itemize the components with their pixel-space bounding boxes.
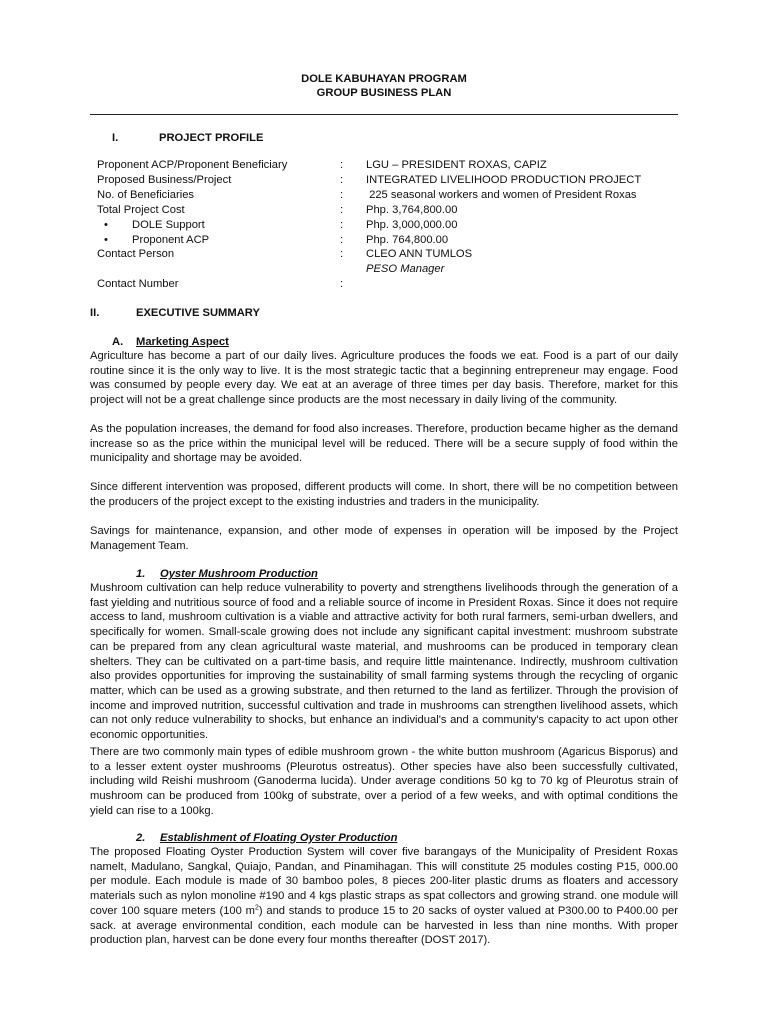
profile-row-business: [97, 174, 657, 189]
document-title-line1: DOLE KABUHAYAN PROGRAM: [301, 73, 467, 85]
profile-colon: :: [340, 174, 344, 186]
profile-colon: :: [340, 159, 344, 171]
profile-label: No. of Beneficiaries: [97, 189, 195, 201]
profile-row-proponent-acp: [97, 234, 657, 249]
section1-number: I.: [112, 132, 119, 144]
item2-title: Establishment of Floating Oyster Production: [160, 832, 398, 844]
profile-label: Contact Person: [97, 248, 175, 260]
marketing-paragraph-3: Since different intervention was proposed, different products will come. In short, there will be no competition between the producers of the project except to the existing industries and traders in the municipality.: [90, 481, 678, 508]
profile-value: Php. 3,000,000.00: [366, 219, 458, 231]
profile-colon: :: [340, 278, 344, 290]
superscript-2: 2: [254, 904, 259, 912]
profile-label: Proponent ACP/Proponent Beneficiary: [97, 159, 288, 171]
profile-row-total-cost: [97, 204, 657, 219]
profile-row-proponent: [97, 159, 657, 174]
section1-title: PROJECT PROFILE: [159, 132, 264, 144]
bullet-icon: •: [104, 234, 108, 246]
profile-row-dole-support: [97, 219, 657, 234]
profile-label: Contact Number: [97, 278, 179, 290]
title-divider: [90, 114, 678, 115]
item1-number: 1.: [136, 568, 146, 580]
item1-title: Oyster Mushroom Production: [160, 568, 318, 580]
profile-value: PESO Manager: [366, 263, 445, 275]
marketing-paragraph-2: As the population increases, the demand for food also increases. Therefore, production became higher as the demand increase so as the price within the municipal level will be reduced. There will be a secure supply of food within the municipality and shortage may be avoided.: [90, 423, 678, 465]
profile-value: Php. 3,764,800.00: [366, 204, 458, 216]
subsection-a-letter: A.: [112, 336, 124, 348]
profile-colon: :: [340, 204, 344, 216]
profile-row-contact-position: [97, 263, 657, 278]
marketing-paragraph-4: Savings for maintenance, expansion, and other mode of expenses in operation will be imposed by the Project Management Team.: [90, 525, 678, 552]
profile-colon: :: [340, 248, 344, 260]
subsection-a-title: Marketing Aspect: [136, 336, 229, 348]
profile-colon: :: [340, 234, 344, 246]
floating-oyster-text-part2: ) and stands to produce 15 to 20 sacks of oyster valued at P300.00 to P400.00 per sack. at average environmental condition, each module can be harvested in less than nine months. With proper production plan, harvest can be done every four months thereafter (DOST 2017).: [90, 904, 678, 947]
item2-number: 2.: [136, 832, 146, 844]
marketing-paragraph-1: Agriculture has become a part of our daily lives. Agriculture produces the foods we eat. Food is a part of our daily routine since it is the only way to live. It is the most strategic tactic that a beginning entrepreneur may engage. Food was consumed by people every day. We eat at an average of three times per day basis. Therefore, market for this project will not be a great challenge since products are the most necessary in daily living of the community.: [90, 350, 678, 407]
mushroom-paragraph-1: Mushroom cultivation can help reduce vulnerability to poverty and strengthens livelihoods through the generation of a fast yielding and nutritious source of food and a reliable source of income in President Roxas. Since it does not require access to land, mushroom cultivation is a viable and attractive activity for both rural farmers, semi-urban dwellers, and specifically for women. Small-scale growing does not include any significant capital investment: mushroom substrate can be prepared from any clean agricultural waste material, and mushrooms can be produced in temporary clean shelters. They can be cultivated on a part-time basis, and require little maintenance. Indirectly, mushroom cultivation also provides opportunities for improving the sustainability of small farming systems through the recycling of organic matter, which can be used as a growing substrate, and then returned to the land as fertilizer. Through the provision of income and improved nutrition, successful cultivation and trade in mushrooms can strengthen livelihood assets, which can not only reduce vulnerability to shocks, but enhance an individual's and a community's capacity to act upon other economic opportunities.: [90, 582, 678, 742]
profile-label: Total Project Cost: [97, 204, 185, 216]
profile-colon: :: [340, 189, 344, 201]
floating-oyster-text-part1: The proposed Floating Oyster Production System will cover five barangays of the Municipality of President Roxas namelt, Madulano, Sangkal, Quiajo, Pandan, and Pinamihagan. This will constitute 25 modules costing P15, 000.00 per module. Each module is made of 30 bamboo poles, 8 pieces 200-liter plastic drums as floaters and accessory materials such as nylon monoline #190 and 4 kgs plastic straps as spat collectors and growing strand. one module will cover 100 square meters (100 m: [90, 846, 678, 917]
profile-row-beneficiaries: [97, 189, 657, 204]
profile-label: Proponent ACP: [132, 234, 210, 246]
section2-title: EXECUTIVE SUMMARY: [136, 307, 260, 319]
profile-row-contact-number: [97, 278, 657, 293]
profile-value: INTEGRATED LIVELIHOOD PRODUCTION PROJECT: [366, 174, 642, 186]
floating-oyster-paragraph: [90, 845, 678, 948]
profile-label: DOLE Support: [132, 219, 205, 231]
profile-colon: :: [340, 219, 344, 231]
profile-value: Php. 764,800.00: [366, 234, 449, 246]
bullet-icon: •: [104, 219, 108, 231]
section2-number: II.: [90, 307, 100, 319]
profile-value: 225 seasonal workers and women of President Roxas: [366, 189, 637, 201]
profile-label: Proposed Business/Project: [97, 174, 232, 186]
document-title-line2: GROUP BUSINESS PLAN: [316, 87, 452, 99]
profile-value: LGU – PRESIDENT ROXAS, CAPIZ: [366, 159, 547, 171]
mushroom-paragraph-2: There are two commonly main types of edible mushroom grown - the white button mushroom (Agaricus Bisporus) and to a lesser extent oyster mushrooms (Pleurotus ostreatus). Other species have also been successfully cultivated, including wild Reishi mushroom (Ganoderma lucida). Under average conditions 50 kg to 70 kg of Pleurotus strain of mushroom can be produced from 100kg of substrate, over a period of a few weeks, and with optimal conditions the yield can rise to a 100kg.: [90, 746, 678, 817]
profile-value: CLEO ANN TUMLOS: [366, 248, 473, 260]
profile-row-contact-person: [97, 248, 657, 263]
